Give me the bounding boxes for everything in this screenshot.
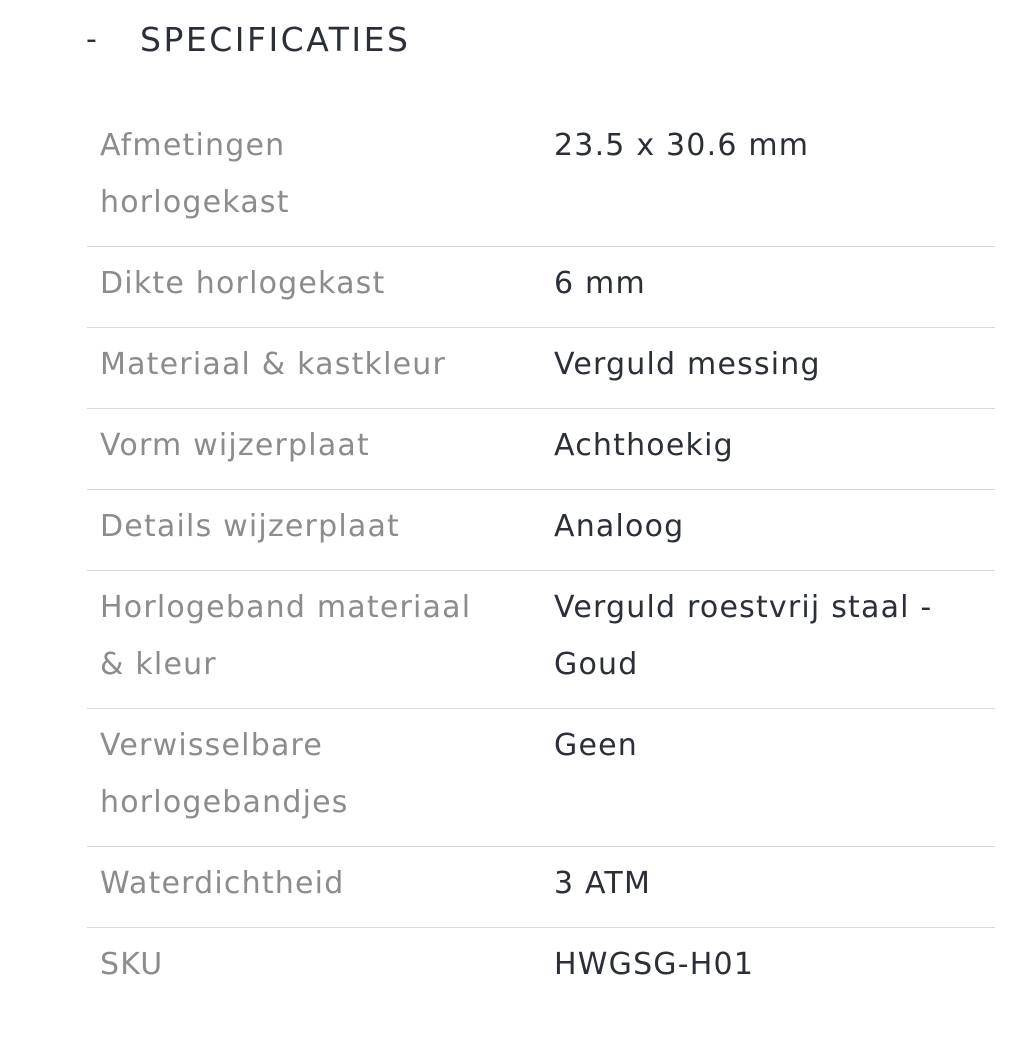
spec-value: HWGSG-H01: [554, 947, 755, 982]
spec-value: Analoog: [554, 509, 685, 544]
spec-row-dial-details: [87, 490, 995, 571]
spec-value: 23.5 x 30.6 mm: [554, 128, 810, 163]
section-title: SPECIFICATIES: [140, 20, 411, 59]
spec-label: SKU: [100, 947, 164, 982]
spec-label: Dikte horlogekast: [100, 266, 386, 301]
spec-label: Afmetingen horlogekast: [100, 128, 290, 220]
spec-row-case-material: [87, 328, 995, 409]
spec-row-dial-shape: [87, 409, 995, 490]
spec-row-sku: [87, 928, 995, 1008]
spec-label: Horlogeband materiaal & kleur: [100, 590, 472, 682]
spec-label: Materiaal & kastkleur: [100, 347, 447, 382]
collapse-icon[interactable]: -: [86, 22, 97, 57]
specs-section-toggle[interactable]: [86, 18, 410, 62]
spec-value: Verguld roestvrij staal - Goud: [554, 590, 933, 682]
spec-row-strap-material: [87, 571, 995, 709]
spec-label: Details wijzerplaat: [100, 509, 400, 544]
spec-table: [87, 109, 995, 1008]
spec-value: Verguld messing: [554, 347, 821, 382]
spec-label: Waterdichtheid: [100, 866, 345, 901]
spec-label: Verwisselbare horlogebandjes: [100, 728, 349, 820]
spec-value: 6 mm: [554, 266, 646, 301]
spec-row-case-thickness: [87, 247, 995, 328]
spec-row-case-dimensions: [87, 109, 995, 247]
spec-row-interchangeable-straps: [87, 709, 995, 847]
spec-label: Vorm wijzerplaat: [100, 428, 370, 463]
spec-row-water-resistance: [87, 847, 995, 928]
spec-value: 3 ATM: [554, 866, 652, 901]
spec-value: Achthoekig: [554, 428, 734, 463]
spec-value: Geen: [554, 728, 638, 763]
